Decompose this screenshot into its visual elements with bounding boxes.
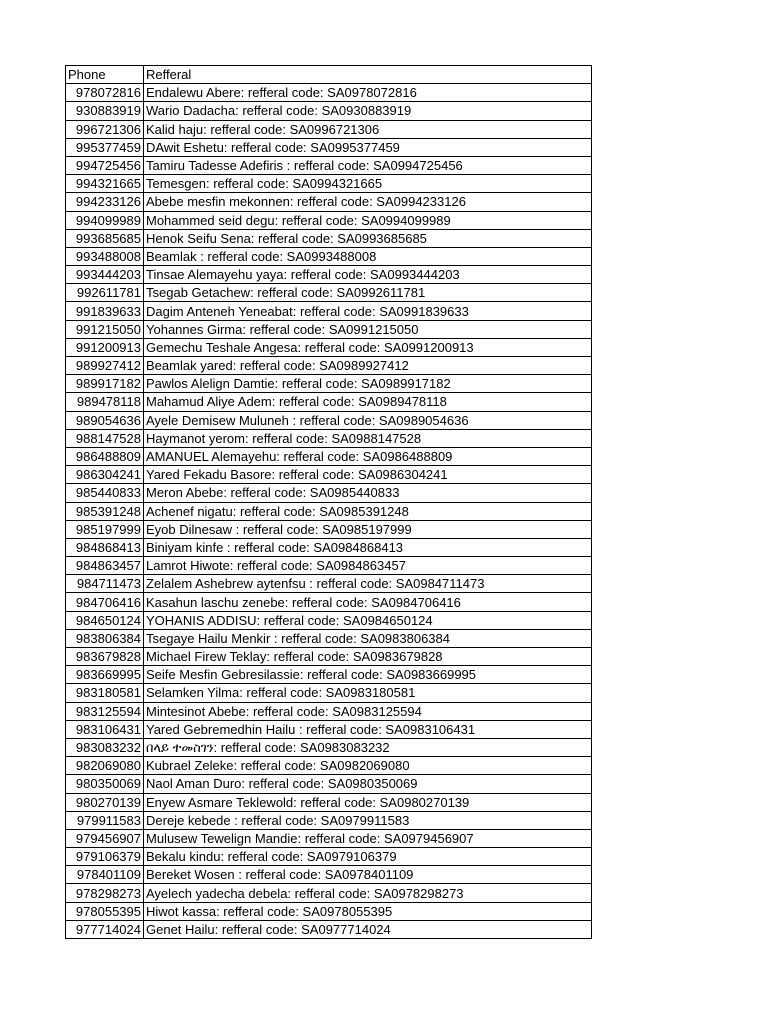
table-row bbox=[66, 138, 592, 156]
phone-cell: 985197999 bbox=[66, 520, 144, 538]
referral-cell: Michael Firew Teklay: refferal code: SA0983679828 bbox=[144, 648, 592, 666]
table-row bbox=[66, 629, 592, 647]
referral-cell: በላይ ተመስገን: refferal code: SA0983083232 bbox=[144, 738, 592, 756]
referral-cell: Tsegaye Hailu Menkir : refferal code: SA0983806384 bbox=[144, 629, 592, 647]
phone-cell: 993488008 bbox=[66, 247, 144, 265]
referral-cell: Genet Hailu: refferal code: SA0977714024 bbox=[144, 920, 592, 938]
phone-cell: 989478118 bbox=[66, 393, 144, 411]
table-row bbox=[66, 211, 592, 229]
referral-cell: Dereje kebede : refferal code: SA0979911583 bbox=[144, 811, 592, 829]
phone-cell: 983125594 bbox=[66, 702, 144, 720]
phone-cell: 980350069 bbox=[66, 775, 144, 793]
table-row bbox=[66, 666, 592, 684]
phone-cell: 984868413 bbox=[66, 538, 144, 556]
table-row bbox=[66, 393, 592, 411]
table-row bbox=[66, 484, 592, 502]
referral-cell: YOHANIS ADDISU: refferal code: SA0984650124 bbox=[144, 611, 592, 629]
phone-cell: 979911583 bbox=[66, 811, 144, 829]
table-row bbox=[66, 466, 592, 484]
table-row bbox=[66, 447, 592, 465]
phone-cell: 930883919 bbox=[66, 102, 144, 120]
table-row bbox=[66, 266, 592, 284]
phone-cell: 985391248 bbox=[66, 502, 144, 520]
phone-cell: 995377459 bbox=[66, 138, 144, 156]
referral-cell: Lamrot Hiwote: refferal code: SA0984863457 bbox=[144, 557, 592, 575]
phone-cell: 982069080 bbox=[66, 757, 144, 775]
table-row bbox=[66, 720, 592, 738]
table-row bbox=[66, 338, 592, 356]
table-row bbox=[66, 829, 592, 847]
table-row bbox=[66, 247, 592, 265]
referral-cell: Yared Fekadu Basore: refferal code: SA0986304241 bbox=[144, 466, 592, 484]
referral-cell: Selamken Yilma: refferal code: SA0983180581 bbox=[144, 684, 592, 702]
phone-cell: 994233126 bbox=[66, 193, 144, 211]
referral-cell: Yared Gebremedhin Hailu : refferal code: SA0983106431 bbox=[144, 720, 592, 738]
referral-cell: Dagim Anteneh Yeneabat: refferal code: SA0991839633 bbox=[144, 302, 592, 320]
table-row bbox=[66, 738, 592, 756]
header-row bbox=[66, 66, 592, 84]
table-row bbox=[66, 320, 592, 338]
table-row bbox=[66, 593, 592, 611]
phone-cell: 983679828 bbox=[66, 648, 144, 666]
table-row bbox=[66, 920, 592, 938]
table-row bbox=[66, 175, 592, 193]
phone-cell: 979106379 bbox=[66, 848, 144, 866]
table-row bbox=[66, 520, 592, 538]
phone-cell: 978298273 bbox=[66, 884, 144, 902]
table-row bbox=[66, 193, 592, 211]
referral-cell: Hiwot kassa: refferal code: SA0978055395 bbox=[144, 902, 592, 920]
table-row bbox=[66, 757, 592, 775]
referral-cell: Tinsae Alemayehu yaya: refferal code: SA0993444203 bbox=[144, 266, 592, 284]
referral-cell: Tsegab Getachew: refferal code: SA0992611781 bbox=[144, 284, 592, 302]
phone-cell: 986488809 bbox=[66, 447, 144, 465]
phone-cell: 996721306 bbox=[66, 120, 144, 138]
phone-cell: 983083232 bbox=[66, 738, 144, 756]
phone-cell: 978401109 bbox=[66, 866, 144, 884]
phone-cell: 988147528 bbox=[66, 429, 144, 447]
table-row bbox=[66, 284, 592, 302]
phone-cell: 993685685 bbox=[66, 229, 144, 247]
table-row bbox=[66, 648, 592, 666]
referral-table bbox=[65, 65, 592, 939]
phone-cell: 989054636 bbox=[66, 411, 144, 429]
referral-cell: Meron Abebe: refferal code: SA0985440833 bbox=[144, 484, 592, 502]
phone-cell: 994099989 bbox=[66, 211, 144, 229]
table-row bbox=[66, 611, 592, 629]
phone-cell: 983106431 bbox=[66, 720, 144, 738]
table-row bbox=[66, 502, 592, 520]
referral-cell: Bereket Wosen : refferal code: SA0978401109 bbox=[144, 866, 592, 884]
phone-cell: 977714024 bbox=[66, 920, 144, 938]
referral-cell: Mulusew Tewelign Mandie: refferal code: SA0979456907 bbox=[144, 829, 592, 847]
table-row bbox=[66, 375, 592, 393]
referral-cell: Ayelech yadecha debela: refferal code: SA0978298273 bbox=[144, 884, 592, 902]
table-row bbox=[66, 775, 592, 793]
referral-column-header: Refferal bbox=[144, 66, 592, 84]
referral-cell: Bekalu kindu: refferal code: SA0979106379 bbox=[144, 848, 592, 866]
referral-cell: Mohammed seid degu: refferal code: SA0994099989 bbox=[144, 211, 592, 229]
phone-cell: 991200913 bbox=[66, 338, 144, 356]
phone-cell: 991839633 bbox=[66, 302, 144, 320]
phone-cell: 992611781 bbox=[66, 284, 144, 302]
table-row bbox=[66, 848, 592, 866]
phone-cell: 984650124 bbox=[66, 611, 144, 629]
referral-cell: Temesgen: refferal code: SA0994321665 bbox=[144, 175, 592, 193]
referral-cell: Naol Aman Duro: refferal code: SA0980350069 bbox=[144, 775, 592, 793]
table-row bbox=[66, 102, 592, 120]
table-row bbox=[66, 575, 592, 593]
table-body bbox=[66, 84, 592, 939]
table-row bbox=[66, 557, 592, 575]
phone-cell: 994725456 bbox=[66, 156, 144, 174]
referral-cell: Kubrael Zeleke: refferal code: SA0982069080 bbox=[144, 757, 592, 775]
referral-cell: Enyew Asmare Teklewold: refferal code: SA0980270139 bbox=[144, 793, 592, 811]
referral-cell: Mintesinot Abebe: refferal code: SA0983125594 bbox=[144, 702, 592, 720]
referral-cell: Ayele Demisew Muluneh : refferal code: SA0989054636 bbox=[144, 411, 592, 429]
phone-cell: 983669995 bbox=[66, 666, 144, 684]
referral-cell: Mahamud Aliye Adem: refferal code: SA0989478118 bbox=[144, 393, 592, 411]
table-row bbox=[66, 866, 592, 884]
table-row bbox=[66, 357, 592, 375]
referral-cell: Tamiru Tadesse Adefiris : refferal code: SA0994725456 bbox=[144, 156, 592, 174]
table-row bbox=[66, 429, 592, 447]
phone-cell: 993444203 bbox=[66, 266, 144, 284]
referral-cell: Achenef nigatu: refferal code: SA0985391248 bbox=[144, 502, 592, 520]
table-row bbox=[66, 84, 592, 102]
table-row bbox=[66, 229, 592, 247]
table-row bbox=[66, 811, 592, 829]
referral-cell: Kasahun laschu zenebe: refferal code: SA0984706416 bbox=[144, 593, 592, 611]
table-row bbox=[66, 684, 592, 702]
table-row bbox=[66, 411, 592, 429]
phone-cell: 983180581 bbox=[66, 684, 144, 702]
referral-cell: Wario Dadacha: refferal code: SA0930883919 bbox=[144, 102, 592, 120]
table-row bbox=[66, 793, 592, 811]
table-row bbox=[66, 302, 592, 320]
phone-cell: 986304241 bbox=[66, 466, 144, 484]
phone-cell: 983806384 bbox=[66, 629, 144, 647]
phone-cell: 989927412 bbox=[66, 357, 144, 375]
table-row bbox=[66, 702, 592, 720]
referral-cell: Beamlak : refferal code: SA0993488008 bbox=[144, 247, 592, 265]
phone-cell: 994321665 bbox=[66, 175, 144, 193]
referral-cell: Gemechu Teshale Angesa: refferal code: SA0991200913 bbox=[144, 338, 592, 356]
phone-cell: 989917182 bbox=[66, 375, 144, 393]
phone-cell: 978072816 bbox=[66, 84, 144, 102]
referral-cell: Zelalem Ashebrew aytenfsu : refferal code: SA0984711473 bbox=[144, 575, 592, 593]
phone-cell: 984863457 bbox=[66, 557, 144, 575]
referral-cell: Biniyam kinfe : refferal code: SA0984868413 bbox=[144, 538, 592, 556]
phone-cell: 991215050 bbox=[66, 320, 144, 338]
referral-cell: Beamlak yared: refferal code: SA0989927412 bbox=[144, 357, 592, 375]
referral-cell: DAwit Eshetu: refferal code: SA0995377459 bbox=[144, 138, 592, 156]
referral-cell: AMANUEL Alemayehu: refferal code: SA0986488809 bbox=[144, 447, 592, 465]
table-row bbox=[66, 538, 592, 556]
referral-cell: Pawlos Alelign Damtie: refferal code: SA0989917182 bbox=[144, 375, 592, 393]
referral-cell: Haymanot yerom: refferal code: SA0988147528 bbox=[144, 429, 592, 447]
referral-cell: Endalewu Abere: refferal code: SA0978072816 bbox=[144, 84, 592, 102]
phone-cell: 980270139 bbox=[66, 793, 144, 811]
referral-cell: Yohannes Girma: refferal code: SA0991215050 bbox=[144, 320, 592, 338]
table-row bbox=[66, 156, 592, 174]
phone-cell: 985440833 bbox=[66, 484, 144, 502]
referral-cell: Henok Seifu Sena: refferal code: SA0993685685 bbox=[144, 229, 592, 247]
phone-cell: 979456907 bbox=[66, 829, 144, 847]
table-row bbox=[66, 884, 592, 902]
referral-cell: Abebe mesfin mekonnen: refferal code: SA0994233126 bbox=[144, 193, 592, 211]
phone-cell: 978055395 bbox=[66, 902, 144, 920]
referral-cell: Kalid haju: refferal code: SA0996721306 bbox=[144, 120, 592, 138]
referral-cell: Eyob Dilnesaw : refferal code: SA0985197999 bbox=[144, 520, 592, 538]
table-row bbox=[66, 120, 592, 138]
phone-column-header: Phone bbox=[66, 66, 144, 84]
referral-cell: Seife Mesfin Gebresilassie: refferal code: SA0983669995 bbox=[144, 666, 592, 684]
table-row bbox=[66, 902, 592, 920]
phone-cell: 984706416 bbox=[66, 593, 144, 611]
phone-cell: 984711473 bbox=[66, 575, 144, 593]
